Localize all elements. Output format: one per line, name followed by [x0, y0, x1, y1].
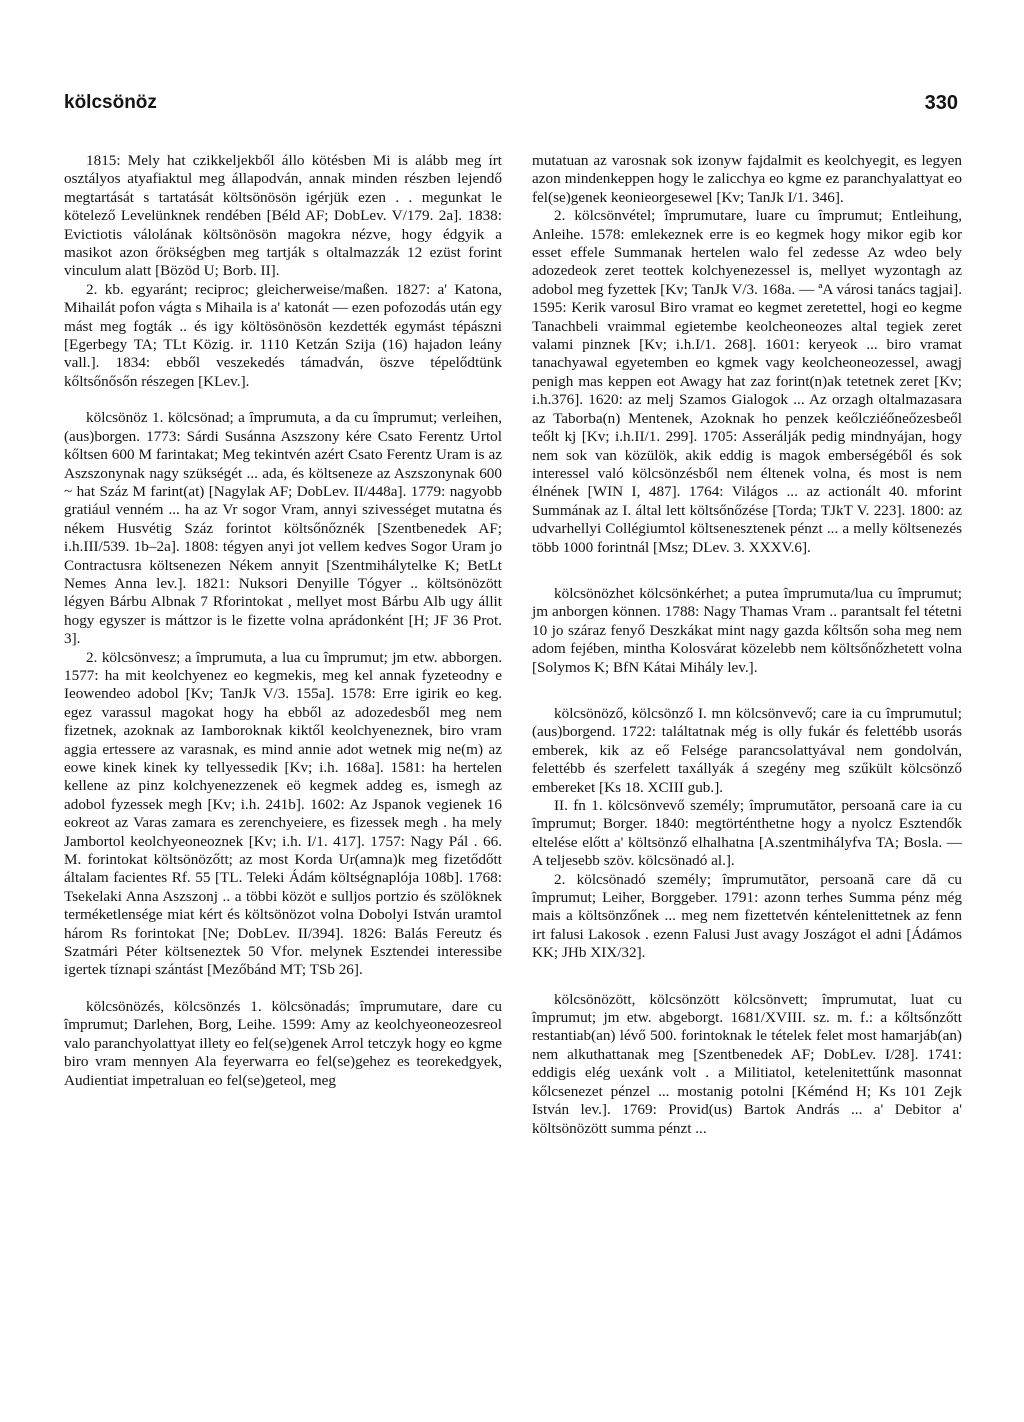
- entry-paragraph: 2. kölcsönadó személy; împrumutător, persoană care dă cu împrumut; Leiher, Borggeber. 1791: azonn terhes Summa pénz még mais a költsönzőnek ... meg nem fizettetvén kéntelenittetnek az fenn irt falusi Lakosok . ezenn Falusi Just avagy Joszágot el adni [Ádámos KK; JHb XIX/32].: [532, 870, 962, 962]
- entry-paragraph: 2. kölcsönvesz; a împrumuta, a lua cu împrumut; jm etw. abborgen. 1577: ha mit keolchyenez eo kegmekis, meg kel annak fyzeteodny e Ieowendeo adobol [Kv; TanJk V/3. 155a]. 1578: Erre igirik eo keg. egez varassul magokat hogy ha ebből az adozedesből meg nem fizetnek, azoknak az Iamboroknak kiktől keolchyeneznek, biro vram aggia ertessere az varasnak, es mind annie adot wetnek mig ne(m) az eowe kinek kinek ky tellyessedik [Kv; i.h. 168a]. 1581: ha hertelen kellene az pinz kolchyenezzenek eö kegmek addeg es, ismegh az adobol fyzessek megh [Kv; i.h. 241b]. 1602: Az Jspanok vegienek 16 eokreot az Varas zamara es zerenchyeiere, es fizessek megh . ha mely Jambortol keolchyeoneoznek [Kv; i.h. I/1. 417]. 1757: Nagy Pál . 66. M. forintokat költsönözőtt; az most Korda Ur(amna)k meg fizetődőtt általam facientes Rf. 55 [TL. Teleki Ádám költségnaplója 108b]. 1768: Tsekelaki Anna Aszszonj .. a többi közöt e sulljos portzio és szölöknek terméketlensége miat kért és költsönözot volna Dobolyi István uramtol három Rs forintokat [Ne; DobLev. II/394]. 1826: Balás Fereutz és Szatmári Péter költseneztek 50 Vfor. melynek Esztendei interessibe igertek tíznapi szántást [Mezőbánd MT; TSb 26].: [64, 648, 502, 979]
- right-column: [532, 152, 962, 1138]
- entry-paragraph: kölcsönözött, kölcsönzött kölcsönvett; împrumutat, luat cu împrumut; jm etw. abgeborgt. 1681/XVIII. sz. m. f.: a kőltsőnzőtt restantiab(an) lévő 500. forintoknak le tételek felet most hamarjáb(an) nem alkuthattanak meg [Szentbenedek AF; DobLev. I/28]. 1741: eddigis elég uexánk volt . a Militiatol, ketelenitettűnk masonnat kőlcsenezet pénzel ... mostanig potolni [Kéménd H; Ks 101 Zejk István lev.]. 1769: Provid(us) Bartok András ... a' Debitor a' költsönözött summa pénzt ...: [532, 990, 962, 1137]
- entry-paragraph: kölcsönözés, kölcsönzés 1. kölcsönadás; împrumutare, dare cu împrumut; Darlehen, Borg, Leihe. 1599: Amy az keolchyeoneozesreol valo paranchyolattyat illety eo fel(se)genek Arrol tetczyk hogy eo kgme biro vram mennyen Ala feyerwarra eo fel(se)gehez es teorekedgyek, Audientiat impetraluan eo fel(se)geteol, meg: [64, 997, 502, 1089]
- entry-paragraph: kölcsönöz 1. kölcsönad; a împrumuta, a da cu împrumut; verleihen, (aus)borgen. 1773: Sárdi Susánna Aszszony kére Csato Ferentz Urtol kőltsen 600 M farintakat; Meg tekintvén azért Csato Ferentz Uram is az Aszszonynak nagy szükségét ... ada, és költseneze az Aszszonynak 600 ~ hat Száz M farint(at) [Nagylak AF; DobLev. II/448a]. 1779: nagyobb gratiául venném ... ha az Vr sogor Vram, annyi szivességet mutatna és nékem Husvétig Száz forintot költsőnőznék [Szentbenedek AF; i.h.III/539. 1b–2a]. 1808: tégyen anyi jot vellem kedves Sogor Uram jo Contractusra költsenezen Nékem annyit [Szentmihálytelke K; BetLt Nemes Anna lev.]. 1821: Nuksori Denyille Tógyer .. költsönözött légyen Bárbu Albnak 7 Rforintokat , mellyet most Bárbu Alb ugy állit hogy egyszer is máttzor is le fizette volna aprádonként [H; JF 36 Prot. 3].: [64, 409, 502, 648]
- entry-paragraph: mutatuan az varosnak sok izonyw fajdalmit es keolchyegit, es legyen azon mindenkeppen hogy le zalicchya eo kgme ez paranchyalattyat eo fel(se)genek keonieorgesewel [Kv; TanJk I/1. 346].: [532, 152, 962, 206]
- left-column: [64, 152, 502, 1090]
- entry-paragraph: 2. kölcsönvétel; împrumutare, luare cu împrumut; Entleihung, Anleihe. 1578: emlekeznek erre is eo kegmek hogy mikor egib kor esset effele Summanak hertelen walo fel zedesse Az wdeo bely adozedeok zeret teottek kolchyenezessel is, mellyet wyzontagh az adobol meg fyzettek [Kv; TanJk V/3. 168a. — ªA városi tanács tagjai]. 1595: Kerik varosul Biro vramat eo kegmet zeretettel, hogi eo kegme Tanachbeli vraimmal egietembe keolcheoneozes altal tegiek zeret valami pinznek [Kv; i.h.I/1. 268]. 1601: keryeok ... biro vramat tanachyawal egyetemben eo kgmek vagy keolcheoneozessel, awagj penigh mas keppen eot Awagy hat zaz forint(n)ak tetetnek zeret [Kv; i.h.376]. 1620: az melj Szamos Gialogok ... Az orzagh oltalmazasara az Taborba(n) Mentenek, Azoknak ho penzek keőlcziéőneőzesbeől teőlt kj [Kv; i.h.II/1. 299]. 1705: Asserálják pedig mindnyájan, hogy nem sok van közülök, akik eddig is magok emberségéből és sok interessel való kölcsönzésből nem éltenek volna, és most is nem élnének [WIN I, 487]. 1764: Világos ... az actionált 40. mforint Summának az I. által lett költsőnőzése [Torda; TJkT V. 223]. 1800: az udvarhellyi Collégiumtol költsenesztenek pénzt ... a melly költsenezés több 1000 forintnál [Msz; DLev. 3. XXXV.6].: [532, 207, 962, 556]
- entry-paragraph: 1815: Mely hat czikkeljekből állo kötésben Mi is alább meg írt osztályos atyafiaktul meg állapodván, annak minden részben lejendő megtartását s tartatását költsönösön igérjük ezen . . megunkat le kötelező Levelünknek rendében [Béld AF; DobLev. V/179. 2a]. 1838: Evictiotis válolának költsönösön magokra nézve, hogy édgyik a masikot azon őrökségben meg tartják s oltalmazzák 12 ezüst forint vinculum alatt [Bözöd U; Borb. II].: [64, 152, 502, 280]
- page-header: [64, 92, 958, 122]
- entry-paragraph: kölcsönöző, kölcsönző I. mn kölcsönvevő; care ia cu împrumutul; (aus)borgend. 1722: találtatnak még is olly fukár és felettébb usorás emberek, kik az eő Felsége parancsolattyával nem gondolván, felettébb és szerfelett taxállyák á szegény meg szűkült kölcsönző embereket [Ks 18. XCIII gub.].: [532, 704, 962, 796]
- running-headword: kölcsönöz: [64, 92, 157, 113]
- entry-paragraph: II. fn 1. kölcsönvevő személy; împrumutător, persoană care ia cu împrumut; Borger. 1840: megtörténthetne hogy a nyolcz Esztendők eltelése előtt a' költsönző elhalhatna [A.szentmihályfva TA; Bosla. — A teljesebb szöv. kölcsönadó al.].: [532, 797, 962, 870]
- page-number: 330: [924, 92, 958, 114]
- entry-paragraph: 2. kb. egyaránt; reciproc; gleicherweise/maßen. 1827: a' Katona, Mihailát pofon vágta s Mihaila is a' katonát — ezen pofozodás után egy mást meg fogták .. és igy költösönösön kezdették egymást tépászni [Egerbegy TA; TLt Közig. ir. 1110 Ketzán Szija (16) hajadon leány vall.]. 1834: ebből veszekedés támadván, öszve tépelődtünk kőltsőnősőn részegen [KLev.].: [64, 280, 502, 390]
- entry-paragraph: kölcsönözhet kölcsönkérhet; a putea împrumuta/lua cu împrumut; jm anborgen können. 1788: Nagy Thamas Vram .. parantsalt fel tétetni 10 jo száraz fenyő Deszkákat mint nagy gazda kőltsőn soha meg nem adom fejében, mintha Kolosvárat közelebb nem költsőnőzhetett volna [Solymos K; BfN Kátai Mihály lev.].: [532, 584, 962, 676]
